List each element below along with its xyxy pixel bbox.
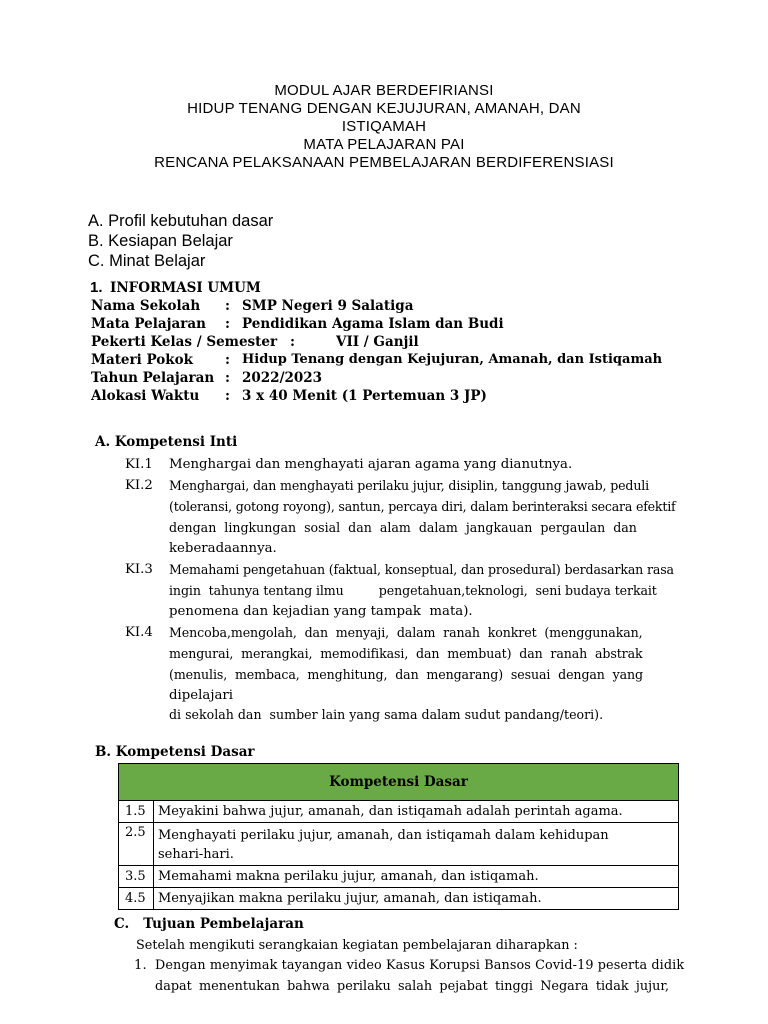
info-heading: INFORMASI UMUM (110, 280, 261, 296)
ki-code: KI.1 (125, 457, 153, 472)
tujuan-heading: C. Tujuan Pembelajaran (114, 916, 304, 932)
info-value: SMP Negeri 9 Salatiga (242, 298, 414, 314)
profile-item-c: C. Minat Belajar (88, 252, 206, 270)
ki-text: di sekolah dan sumber lain yang sama dalam sudut pandang/teori). (169, 707, 604, 722)
info-value: Hidup Tenang dengan Kejujuran, Amanah, dan Istiqamah (242, 352, 663, 367)
info-label: Materi Pokok (91, 352, 193, 368)
ki-text: (toleransi, gotong royong), santun, percaya diri, dalam berinteraksi secara efektif (169, 499, 676, 514)
kd-num: 3.5 (119, 866, 154, 888)
kd-table-header: Kompetensi Dasar (119, 764, 679, 801)
ki-text: dengan lingkungan sosial dan alam dalam jangkauan pergaulan dan (169, 520, 637, 535)
info-sep: : (225, 370, 230, 386)
ki-code: KI.3 (125, 562, 153, 577)
info-label: Pekerti Kelas / Semester (91, 334, 278, 350)
kd-text: Menghayati perilaku jujur, amanah, dan istiqamah dalam kehidupan sehari-hari. (154, 823, 679, 866)
kd-num: 1.5 (119, 801, 154, 823)
ki-text: penomena dan kejadian yang tampak mata). (169, 604, 473, 619)
kd-num: 4.5 (119, 888, 154, 910)
ki-text: ingin tahunya tentang ilmu pengetahuan,teknologi, seni budaya terkait (169, 583, 657, 598)
tujuan-item-text: dapat menentukan bahwa perilaku salah pejabat tinggi Negara tidak jujur, (155, 979, 670, 994)
info-label: Alokasi Waktu (91, 388, 200, 404)
ki-text: Memahami pengetahuan (faktual, konseptual, dan prosedural) berdasarkan rasa (169, 562, 674, 577)
table-row (119, 801, 679, 823)
kd-table-header-row (119, 764, 679, 801)
ki-text: mengurai, merangkai, memodifikasi, dan membuat) dan ranah abstrak (169, 646, 643, 661)
info-sep: : (225, 298, 230, 314)
kd-heading: B. Kompetensi Dasar (95, 744, 255, 760)
info-sep: : (225, 352, 230, 368)
tujuan-intro: Setelah mengikuti serangkaian kegiatan pembelajaran diharapkan : (136, 938, 578, 953)
kd-text: Memahami makna perilaku jujur, amanah, dan istiqamah. (154, 866, 679, 888)
info-label: Tahun Pelajaran (91, 370, 215, 386)
title-line-5: RENCANA PELAKSANAAN PEMBELAJARAN BERDIFERENSIASI (154, 154, 614, 171)
table-row (119, 888, 679, 910)
profile-item-a: A. Profil kebutuhan dasar (88, 212, 274, 230)
kd-table (118, 763, 679, 910)
kd-text: Menyajikan makna perilaku jujur, amanah, dan istiqamah. (154, 888, 679, 910)
profile-item-b: B. Kesiapan Belajar (88, 232, 233, 250)
ki-text: Mencoba,mengolah, dan menyaji, dalam ranah konkret (menggunakan, (169, 625, 643, 640)
kd-num: 2.5 (119, 823, 154, 866)
title-line-1: MODUL AJAR BERDEFIRIANSI (274, 82, 494, 99)
table-row (119, 866, 679, 888)
info-value: Pendidikan Agama Islam dan Budi (242, 316, 504, 332)
ki-heading: A. Kompetensi Inti (95, 434, 238, 450)
ki-code: KI.2 (125, 478, 153, 493)
title-line-3: ISTIQAMAH (341, 118, 427, 135)
table-row (119, 823, 679, 866)
ki-text: Menghargai dan menghayati ajaran agama yang dianutnya. (169, 457, 573, 472)
ki-text: Menghargai, dan menghayati perilaku jujur, disiplin, tanggung jawab, peduli (169, 478, 650, 493)
info-value: 3 x 40 Menit (1 Pertemuan 3 JP) (242, 388, 487, 404)
ki-text: (menulis, membaca, menghitung, dan mengarang) sesuai dengan yang (169, 667, 644, 682)
info-label: Nama Sekolah (91, 298, 201, 314)
tujuan-item-text: Dengan menyimak tayangan video Kasus Korupsi Bansos Covid-19 peserta didik (155, 958, 685, 973)
info-heading-number: 1. (90, 279, 103, 296)
info-label: Mata Pelajaran (91, 316, 206, 332)
info-value: 2022/2023 (242, 370, 323, 386)
ki-code: KI.4 (125, 625, 153, 640)
info-value: VII / Ganjil (336, 334, 419, 350)
info-sep: : (225, 388, 230, 404)
kd-text: Meyakini bahwa jujur, amanah, dan istiqamah adalah perintah agama. (154, 801, 679, 823)
info-sep: : (290, 334, 295, 350)
title-line-4: MATA PELAJARAN PAI (303, 136, 465, 153)
ki-text: dipelajari (169, 688, 233, 703)
title-line-2: HIDUP TENANG DENGAN KEJUJURAN, AMANAH, DAN (187, 100, 581, 117)
info-sep: : (225, 316, 230, 332)
tujuan-item-number: 1. (134, 958, 147, 973)
ki-text: keberadaannya. (169, 541, 277, 556)
